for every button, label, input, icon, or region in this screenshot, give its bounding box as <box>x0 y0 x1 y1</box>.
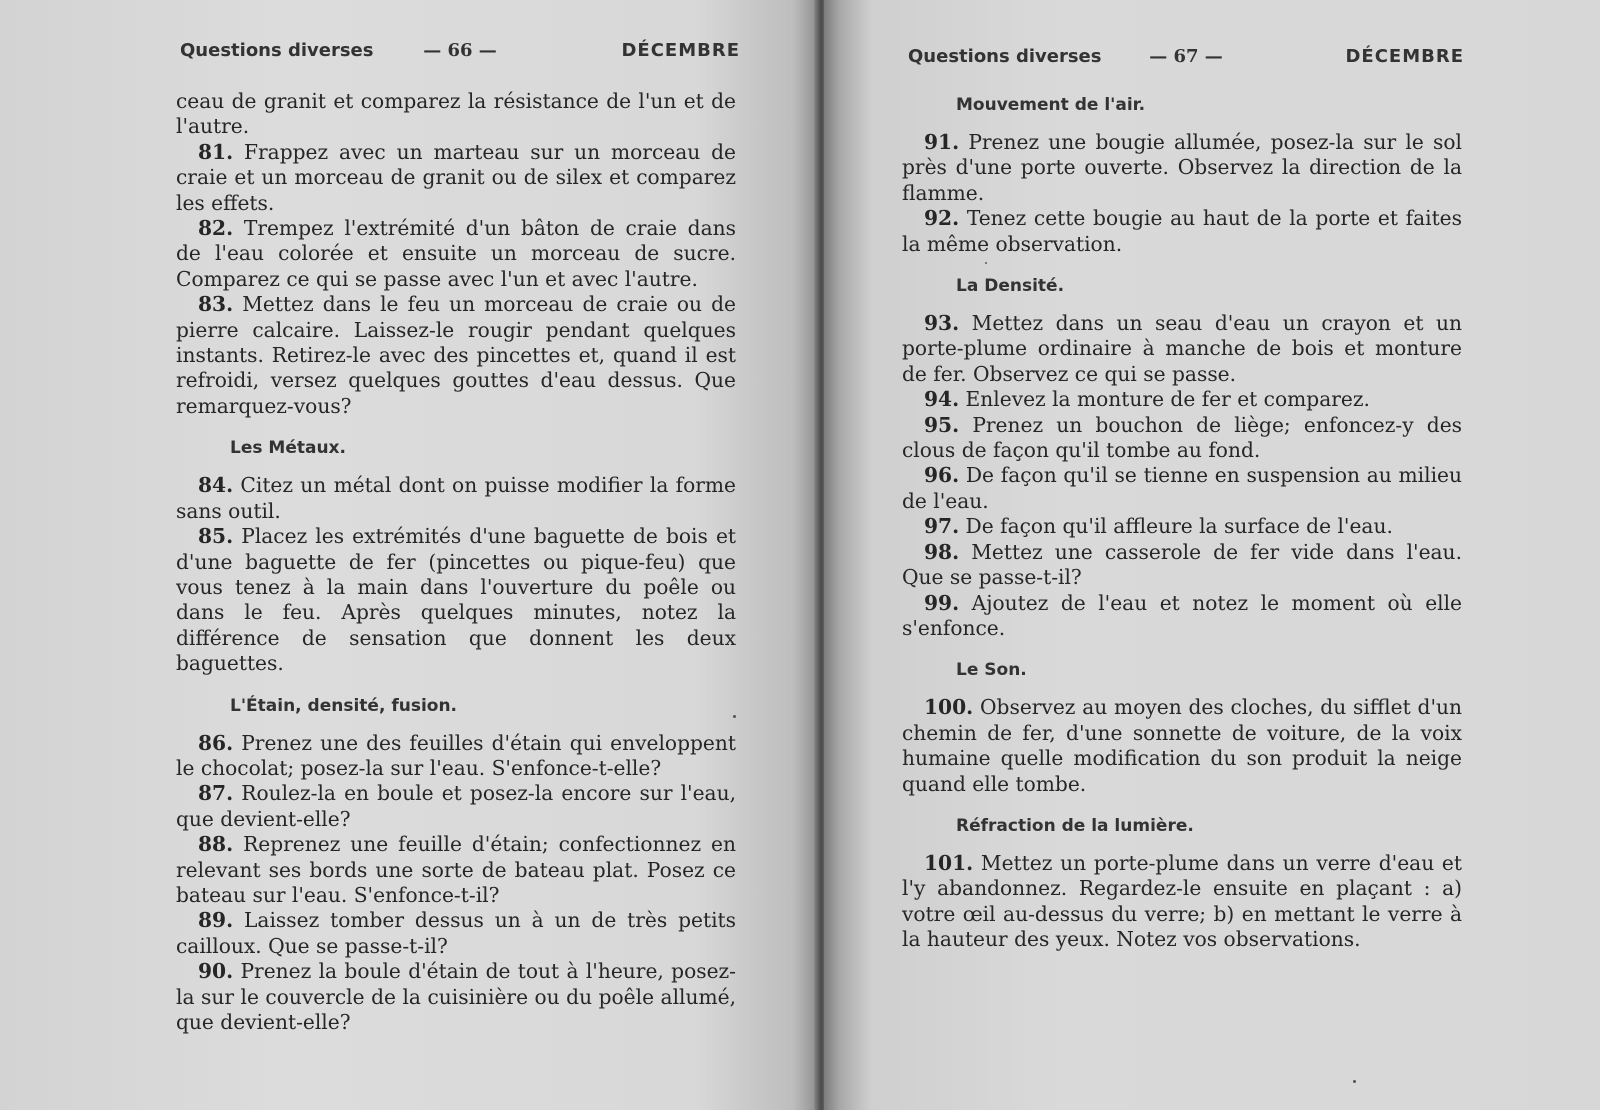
question-text: Prenez une des feuilles d'étain qui enveloppent le chocolat; posez-la sur l'eau. S'enfonce-t-elle? <box>176 730 736 780</box>
question-number: 96. <box>924 463 960 488</box>
question <box>902 413 1462 464</box>
question-text: Mettez une casserole de fer vide dans l'eau. Que se passe-t-il? <box>902 539 1462 590</box>
section-heading: Mouvement de l'air. <box>956 95 1146 115</box>
question-text: Placez les extrémités d'une baguette de bois et d'une baguette de fer (pincettes ou pique-feu) que vous tenez à la main dans l'ouverture du poêle ou dans le feu. Après quelques minutes, notez la différence de sensation que donnent les deux baguettes. <box>176 524 736 676</box>
page-number: — 67 — <box>1149 46 1223 67</box>
question-group <box>176 473 736 676</box>
question <box>176 832 736 908</box>
question-text: De façon qu'il se tienne en suspension au milieu de l'eau. <box>902 463 1462 513</box>
question <box>902 387 1462 412</box>
question <box>176 959 736 1035</box>
question-text: Enlevez la monture de fer et comparez. <box>965 387 1370 412</box>
section-heading: Les Métaux. <box>230 438 346 459</box>
question-group <box>176 731 736 1036</box>
question-text: Tenez cette bougie au haut de la porte et faites la même observation. <box>902 206 1462 256</box>
question <box>176 731 736 782</box>
right-page-header <box>908 46 1464 76</box>
continuation-text: ceau de granit et comparez la résistance de l'un et de l'autre. <box>176 89 736 139</box>
left-page-header <box>180 40 740 70</box>
question-number: 89. <box>198 908 234 933</box>
question-text: Frappez avec un marteau sur un morceau de craie et un morceau de granit ou de silex et comparez les effets. <box>176 139 736 215</box>
question-number: 90. <box>198 959 234 984</box>
question-number: 85. <box>198 524 234 549</box>
question-text: Observez au moyen des cloches, du sifflet d'un chemin de fer, d'une sonnette de voiture, de la voix humaine quelle modification du son produit la neige quand elle tombe. <box>902 695 1462 796</box>
question-number: 83. <box>198 292 234 317</box>
question-text: Mettez dans un seau d'eau un crayon et un porte-plume ordinaire à manche de bois et monture de fer. Observez ce qui se passe. <box>902 311 1462 386</box>
question-text: Reprenez une feuille d'étain; confectionnez en relevant ses bords une sorte de bateau plat. Posez ce bateau sur l'eau. S'enfonce-t-il? <box>176 832 737 907</box>
section-heading: Le Son. <box>956 660 1027 681</box>
question <box>176 473 736 524</box>
section-heading: La Densité. <box>956 276 1065 297</box>
question <box>176 292 736 419</box>
question-number: 81. <box>198 139 234 164</box>
question-text: Trempez l'extrémité d'un bâton de craie dans de l'eau colorée et ensuite un morceau de sucre. Comparez ce qui se passe avec l'un et avec l'autre. <box>176 216 736 291</box>
question <box>176 140 736 216</box>
question-text: De façon qu'il affleure la surface de l'eau. <box>965 514 1393 539</box>
question-text: Prenez une bougie allumée, posez-la sur le sol près d'une porte ouverte. Observez la direction de la flamme. <box>902 130 1462 205</box>
paper-speck <box>1353 1080 1356 1083</box>
question-number: 82. <box>198 216 234 241</box>
question-number: 92. <box>924 206 960 231</box>
question-text: Citez un métal dont on puisse modifier la forme sans outil. <box>176 473 737 523</box>
running-title: Questions diverses <box>908 46 1102 67</box>
question-number: 93. <box>924 311 960 336</box>
question-number: 88. <box>198 832 234 857</box>
month-title: DÉCEMBRE <box>1345 46 1464 67</box>
question-text: Ajoutez de l'eau et notez le moment où elle s'enfonce. <box>902 590 1462 640</box>
question-number: 100. <box>924 695 974 720</box>
question-group <box>902 311 1462 641</box>
question-text: Mettez un porte-plume dans un verre d'eau et l'y abandonnez. Regardez-le ensuite en plaçant : a) votre œil au-dessus du verre; b) en mettant le verre à la hauteur des yeux. Notez vos observations. <box>902 850 1462 952</box>
right-page-body <box>902 86 1462 953</box>
question-number: 86. <box>198 730 234 755</box>
question-text: Mettez dans le feu un morceau de craie ou de pierre calcaire. Laissez-le rougir pendant quelques instants. Retirez-le avec des pincettes et, quand il est refroidi, versez quelques gouttes d'eau dessus. Que remarquez-vous? <box>176 292 736 418</box>
question-number: 101. <box>924 850 974 875</box>
right-page <box>824 0 1600 1110</box>
section-heading: L'Étain, densité, fusion. <box>230 695 458 716</box>
section-heading: Réfraction de la lumière. <box>956 815 1194 836</box>
question-text: Roulez-la en boule et posez-la encore sur l'eau, que devient-elle? <box>176 781 737 831</box>
question <box>902 463 1462 514</box>
question <box>902 695 1462 797</box>
question-group <box>902 695 1462 797</box>
question-number: 87. <box>198 781 234 806</box>
question-text: Prenez un bouchon de liège; enfoncez-y des clous de façon qu'il tombe au fond. <box>902 412 1462 463</box>
question-number: 94. <box>924 387 960 412</box>
question <box>902 851 1462 953</box>
month-title: DÉCEMBRE <box>621 40 740 61</box>
question <box>902 311 1462 387</box>
question <box>902 591 1462 642</box>
question-number: 91. <box>924 130 960 154</box>
paper-speck <box>985 262 987 264</box>
question-number: 95. <box>924 412 960 437</box>
question <box>176 524 736 676</box>
running-title: Questions diverses <box>180 40 374 61</box>
question-group <box>902 851 1462 953</box>
question <box>902 540 1462 591</box>
question-text: Prenez la boule d'étain de tout à l'heure, posez-la sur le couvercle de la cuisinière ou du poêle allumé, que devient-elle? <box>176 959 736 1034</box>
question <box>902 514 1462 539</box>
question-text: Laissez tomber dessus un à un de très petits cailloux. Que se passe-t-il? <box>176 908 737 958</box>
question-number: 99. <box>924 590 960 615</box>
question <box>902 206 1462 257</box>
page-number: — 66 — <box>423 40 497 61</box>
left-page-body <box>176 89 736 1035</box>
question-group <box>176 140 736 419</box>
question-group <box>902 130 1462 257</box>
question <box>902 130 1462 206</box>
question-number: 84. <box>198 473 234 498</box>
paper-speck <box>733 715 736 718</box>
question-number: 98. <box>924 539 960 564</box>
question <box>176 781 736 832</box>
question-number: 97. <box>924 514 960 539</box>
question <box>176 216 736 292</box>
question <box>176 908 736 959</box>
